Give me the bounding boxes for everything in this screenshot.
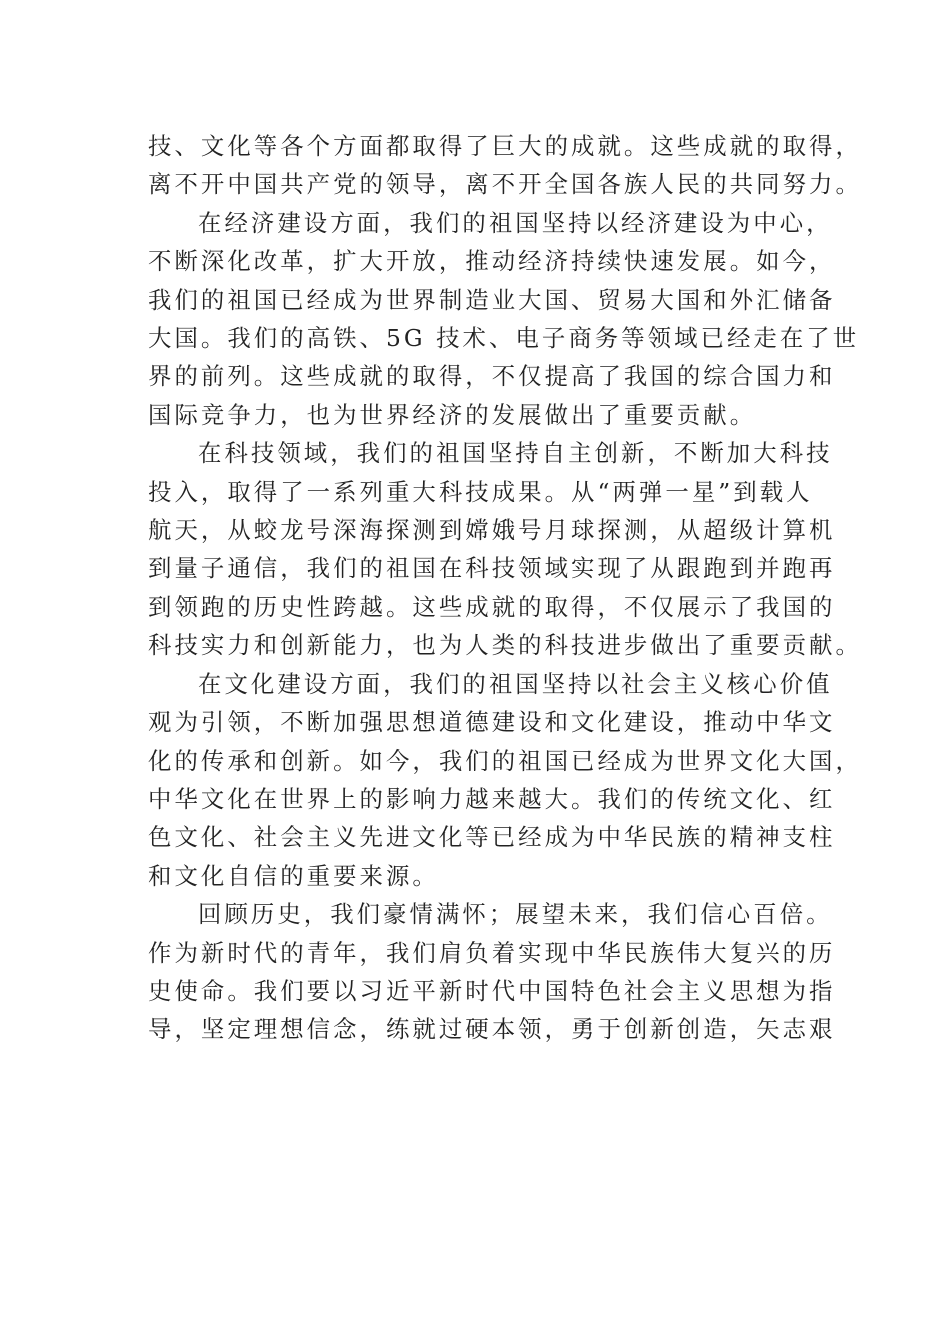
text-line: 到领跑的历史性跨越。这些成就的取得，不仅展示了我国的 xyxy=(148,592,836,621)
text-line: 化的传承和创新。如今，我们的祖国已经成为世界文化大国， xyxy=(148,746,862,775)
text-line: 不断深化改革，扩大开放，推动经济持续快速发展。如今， xyxy=(148,247,836,276)
text-line: 在文化建设方面，我们的祖国坚持以社会主义核心价值 xyxy=(198,669,833,698)
text-line: 我们的祖国已经成为世界制造业大国、贸易大国和外汇储备 xyxy=(148,285,836,314)
text-line: 观为引领，不断加强思想道德建设和文化建设，推动中华文 xyxy=(148,708,836,737)
text-line: 界的前列。这些成就的取得，不仅提高了我国的综合国力和 xyxy=(148,362,836,391)
text-line: 科技实力和创新能力，也为人类的科技进步做出了重要贡献。 xyxy=(148,631,862,660)
text-line: 到量子通信，我们的祖国在科技领域实现了从跟跑到并跑再 xyxy=(148,554,836,583)
document-body xyxy=(148,127,862,1049)
text-line: 作为新时代的青年，我们肩负着实现中华民族伟大复兴的历 xyxy=(148,938,836,967)
text-line: 国际竞争力，也为世界经济的发展做出了重要贡献。 xyxy=(148,400,757,429)
text-line: 和文化自信的重要来源。 xyxy=(148,861,439,890)
paragraph-technology xyxy=(148,434,862,664)
text-line: 航天，从蛟龙号深海探测到嫦娥号月球探测，从超级计算机 xyxy=(148,516,836,545)
text-line: 色文化、社会主义先进文化等已经成为中华民族的精神支柱 xyxy=(148,823,836,852)
text-line: 在科技领域，我们的祖国坚持自主创新，不断加大科技 xyxy=(198,439,833,468)
paragraph-economy xyxy=(148,204,860,434)
text-line: 史使命。我们要以习近平新时代中国特色社会主义思想为指 xyxy=(148,976,836,1005)
text-line: 在经济建设方面，我们的祖国坚持以经济建设为中心， xyxy=(198,208,833,237)
text-line: 离不开中国共产党的领导，离不开全国各族人民的共同努力。 xyxy=(148,170,862,199)
paragraph-achievements-intro xyxy=(148,127,862,204)
text-line: 技、文化等各个方面都取得了巨大的成就。这些成就的取得， xyxy=(148,132,862,160)
text-line: 回顾历史，我们豪情满怀；展望未来，我们信心百倍。 xyxy=(198,900,833,929)
paragraph-culture xyxy=(148,665,862,895)
text-line: 中华文化在世界上的影响力越来越大。我们的传统文化、红 xyxy=(148,784,836,813)
text-line: 大国。我们的高铁、5G 技术、电子商务等领域已经走在了世 xyxy=(148,324,860,353)
text-line: 投入，取得了一系列重大科技成果。从“两弹一星”到载人 xyxy=(148,477,813,506)
paragraph-future xyxy=(148,895,836,1049)
text-line: 导，坚定理想信念，练就过硬本领，勇于创新创造，矢志艰 xyxy=(148,1015,836,1044)
